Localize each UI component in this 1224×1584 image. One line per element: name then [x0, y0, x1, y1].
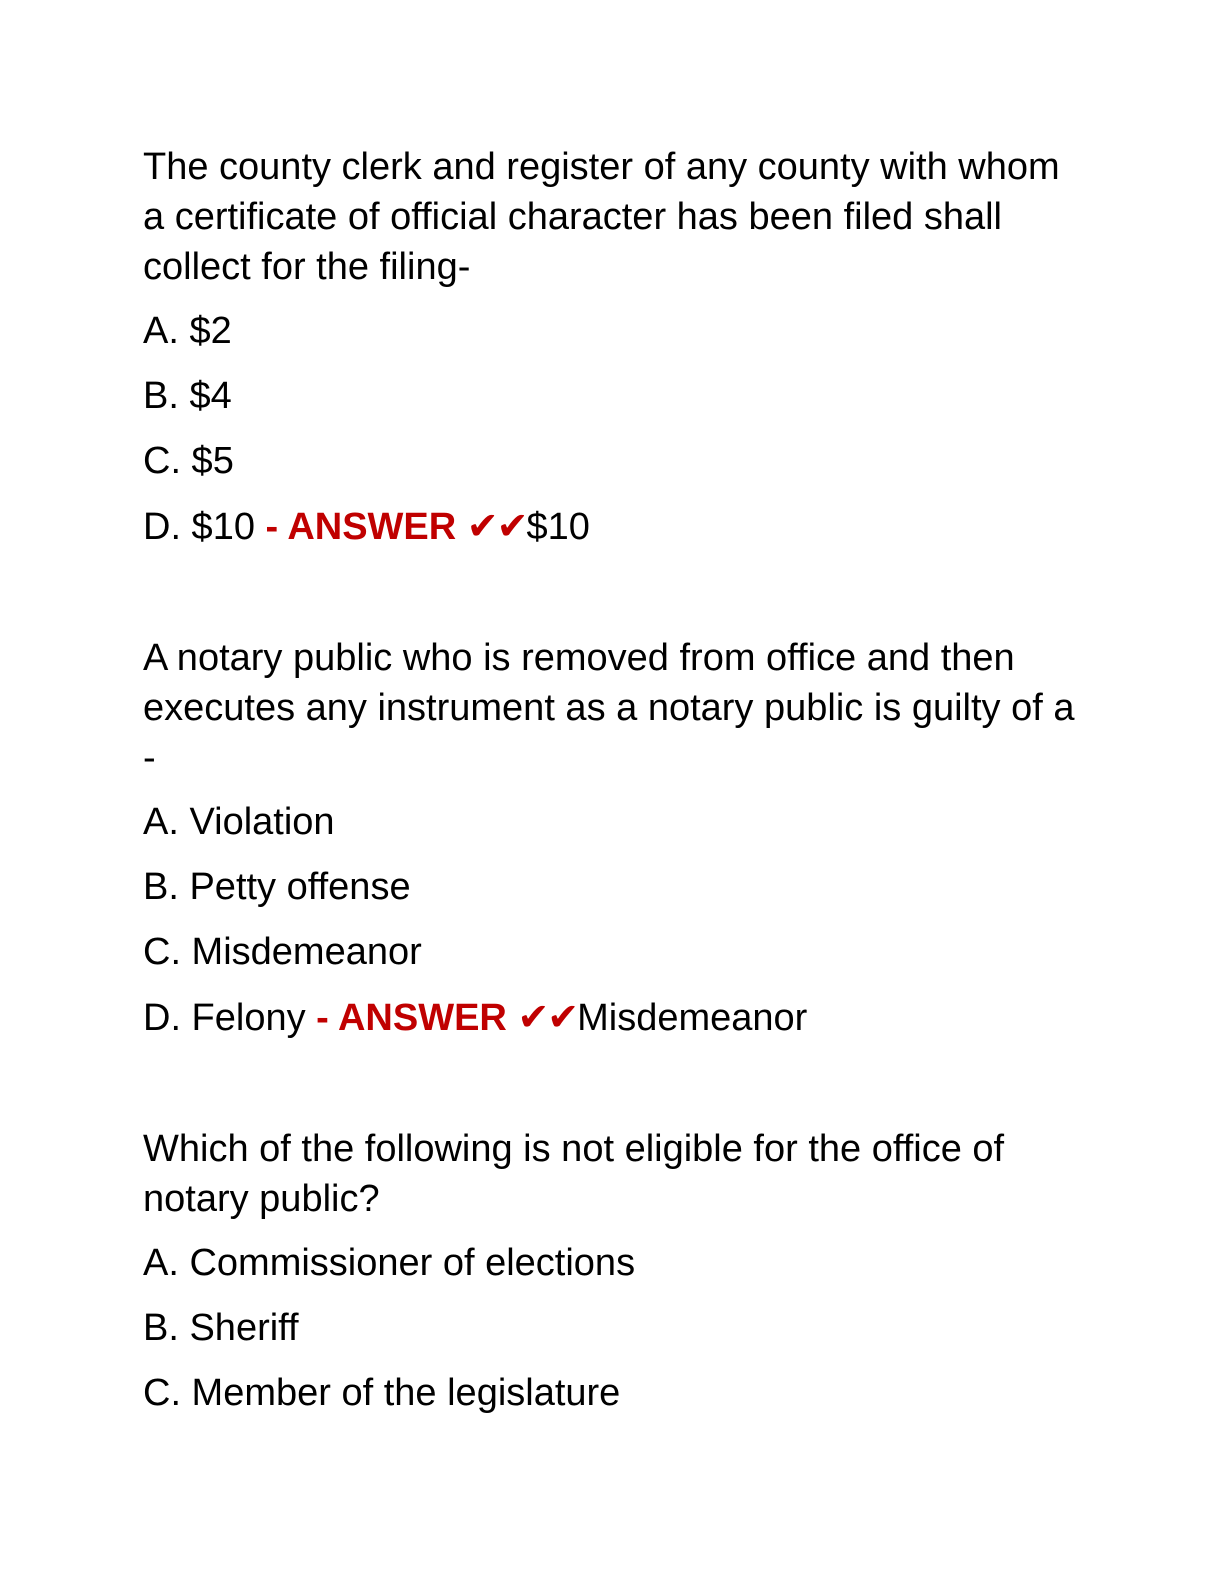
question-3 — [143, 1124, 1083, 1418]
answer-value: Misdemeanor — [577, 997, 808, 1039]
option-c: C. $5 — [143, 440, 234, 482]
spacer — [143, 567, 1083, 633]
double-check-icon: ✔✔ — [517, 995, 578, 1039]
spacer — [143, 1058, 1083, 1124]
option-a: A. $2 — [143, 310, 232, 352]
option-b: B. Petty offense — [143, 866, 411, 908]
option-d: D. Felony — [143, 997, 306, 1039]
question-text: A notary public who is removed from office and then executes any instrument as a notary public is guilty of a - — [143, 637, 1075, 779]
question-1 — [143, 142, 1083, 552]
option-d-with-answer — [143, 501, 1083, 552]
answer-value: $10 — [526, 506, 590, 548]
option-d-with-answer — [143, 992, 1083, 1043]
question-text: The county clerk and register of any county with whom a certificate of official character has been filed shall collect for the filing- — [143, 146, 1060, 288]
question-text: Which of the following is not eligible for the office of notary public? — [143, 1128, 1005, 1220]
answer-label: - ANSWER — [254, 506, 467, 548]
question-2 — [143, 633, 1083, 1043]
double-check-icon: ✔✔ — [466, 504, 527, 548]
option-c: C. Member of the legislature — [143, 1372, 621, 1414]
option-d: D. $10 — [143, 506, 255, 548]
answer-label: - ANSWER — [305, 997, 518, 1039]
option-a: A. Commissioner of elections — [143, 1242, 636, 1284]
option-b: B. $4 — [143, 375, 232, 417]
option-b: B. Sheriff — [143, 1307, 299, 1349]
document-page — [143, 142, 1083, 1433]
option-c: C. Misdemeanor — [143, 931, 422, 973]
option-a: A. Violation — [143, 801, 335, 843]
